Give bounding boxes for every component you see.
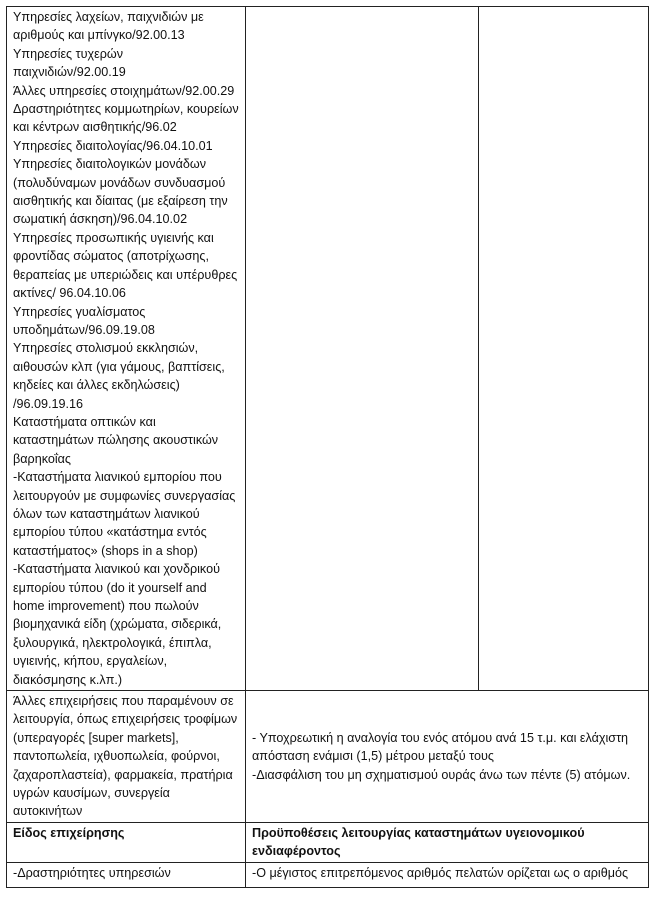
table-row — [7, 862, 649, 887]
list-item: -Καταστήματα λιανικού και χονδρικού εμπορίου τύπου (do it yourself and home improvement) που πωλούν βιομηχανικά είδη (χρώματα, σιδερικά, ξυλουργικά, ηλεκτρολογικά, έπιπλα, υγιεινής, κήπου, εργαλείων, διακόσμησης κ.λπ.) — [13, 562, 222, 687]
business-type-header: Είδος επιχείρησης — [7, 822, 246, 862]
table-header-row — [7, 822, 649, 862]
requirement-text: - Υποχρεωτική η αναλογία του ενός ατόμου ανά 15 τ.μ. και ελάχιστη απόσταση ενάμισι (1,5) μέτρου μεταξύ τους — [252, 730, 629, 764]
list-item: Υπηρεσίες προσωπικής υγιεινής και φροντίδας σώματος (αποτρίχωσης, θεραπείας με υπεριώδεις και υπέρυθρες ακτίνες/ 96.04.10.06 — [13, 230, 238, 301]
list-item: Υπηρεσίες διαιτολογίας/96.04.10.01 — [13, 138, 213, 153]
list-item: Υπηρεσίες στολισμού εκκλησιών, αιθουσών κλπ (για γάμους, βαπτίσεις, κηδείες και άλλες εκδηλώσεις) /96.09.19.16 — [13, 341, 225, 411]
service-activities-cell: -Δραστηριότητες υπηρεσιών — [7, 862, 246, 887]
table-row — [7, 691, 649, 823]
business-list-cell — [7, 7, 246, 691]
conditions-header: Προϋποθέσεις λειτουργίας καταστημάτων υγειονομικού ενδιαφέροντος — [246, 822, 649, 862]
empty-cell — [246, 7, 479, 691]
list-item: Υπηρεσίες γυαλίσματος υποδημάτων/96.09.19.08 — [13, 304, 155, 337]
list-item: -Καταστήματα λιανικού εμπορίου που λειτουργούν με συμφωνίες συνεργασίας όλων των καταστημάτων λιανικού εμπορίου τύπου «κατάστημα εντός καταστήματος» (shops in a shop) — [13, 470, 236, 558]
other-businesses-cell: Άλλες επιχειρήσεις που παραμένουν σε λειτουργία, όπως επιχειρήσεις τροφίμων (υπεραγορές [super markets], παντοπωλεία, ιχθυοπωλεία, φούρνοι, ζαχαροπλαστεία), φαρμακεία, πρατήρια υγρών καυσίμων, συνεργεία αυτοκινήτων — [7, 691, 246, 823]
list-item: Υπηρεσίες λαχείων, παιχνιδιών με αριθμούς και μπίνγκο/92.00.13 — [13, 10, 204, 43]
max-customers-cell: -Ο μέγιστος επιτρεπόμενος αριθμός πελατών ορίζεται ως ο αριθμός — [246, 862, 649, 887]
document-page — [6, 6, 648, 888]
requirements-cell — [246, 691, 649, 823]
list-item: Άλλες υπηρεσίες στοιχημάτων/92.00.29 — [13, 83, 235, 98]
list-item: Υπηρεσίες τυχερών παιχνιδιών/92.00.19 — [13, 46, 126, 80]
list-item: Καταστήματα οπτικών και καταστημάτων πώλησης ακουστικών βαρηκοΐας — [13, 414, 219, 466]
business-requirements-table — [6, 6, 649, 888]
list-item: Δραστηριότητες κομμωτηρίων, κουρείων και κέντρων αισθητικής/96.02 — [13, 102, 239, 135]
empty-cell — [479, 7, 649, 691]
list-item: Υπηρεσίες διαιτολογικών μονάδων (πολυδύναμων μονάδων συνδυασμού αισθητικής και δίαιτας (με εξαίρεση την σωματική άσκηση)/96.04.10.02 — [13, 157, 228, 227]
requirement-text: -Διασφάλιση του μη σχηματισμού ουράς άνω των πέντε (5) ατόμων. — [252, 767, 631, 782]
table-row — [7, 7, 649, 691]
